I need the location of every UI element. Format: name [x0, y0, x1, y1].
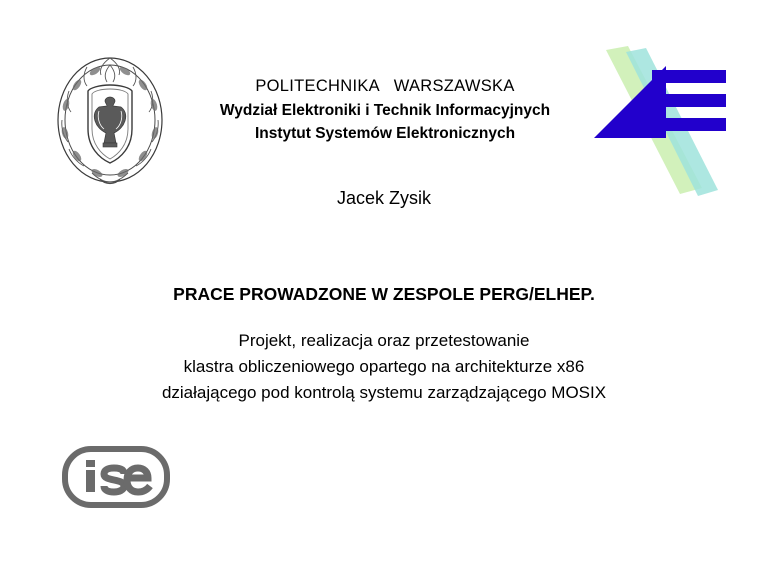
- page-title: PRACE PROWADZONE W ZESPOLE PERG/ELHEP.: [173, 284, 595, 304]
- pw-crest-icon: [55, 55, 165, 185]
- subtitle-line-1: Projekt, realizacja oraz przetestowanie: [238, 331, 530, 350]
- ise-logo-icon: [62, 446, 170, 508]
- author-name: Jacek Zysik: [336, 188, 432, 208]
- institution-line-3: Instytut Systemów Elektronicznych: [254, 125, 516, 142]
- subtitle-block: [0, 328, 768, 405]
- subtitle-line-3: działającego pod kontrolą systemu zarządzającego MOSIX: [161, 382, 607, 402]
- institution-line-1: POLITECHNIKA WARSZAWSKA: [255, 77, 515, 95]
- institution-header: [180, 74, 590, 145]
- weiti-logo-icon: [592, 46, 732, 196]
- subtitle-line-2: klastra obliczeniowego opartego na architekturze x86: [183, 356, 585, 376]
- institution-line-2: Wydział Elektroniki i Technik Informacyjnych: [219, 101, 551, 119]
